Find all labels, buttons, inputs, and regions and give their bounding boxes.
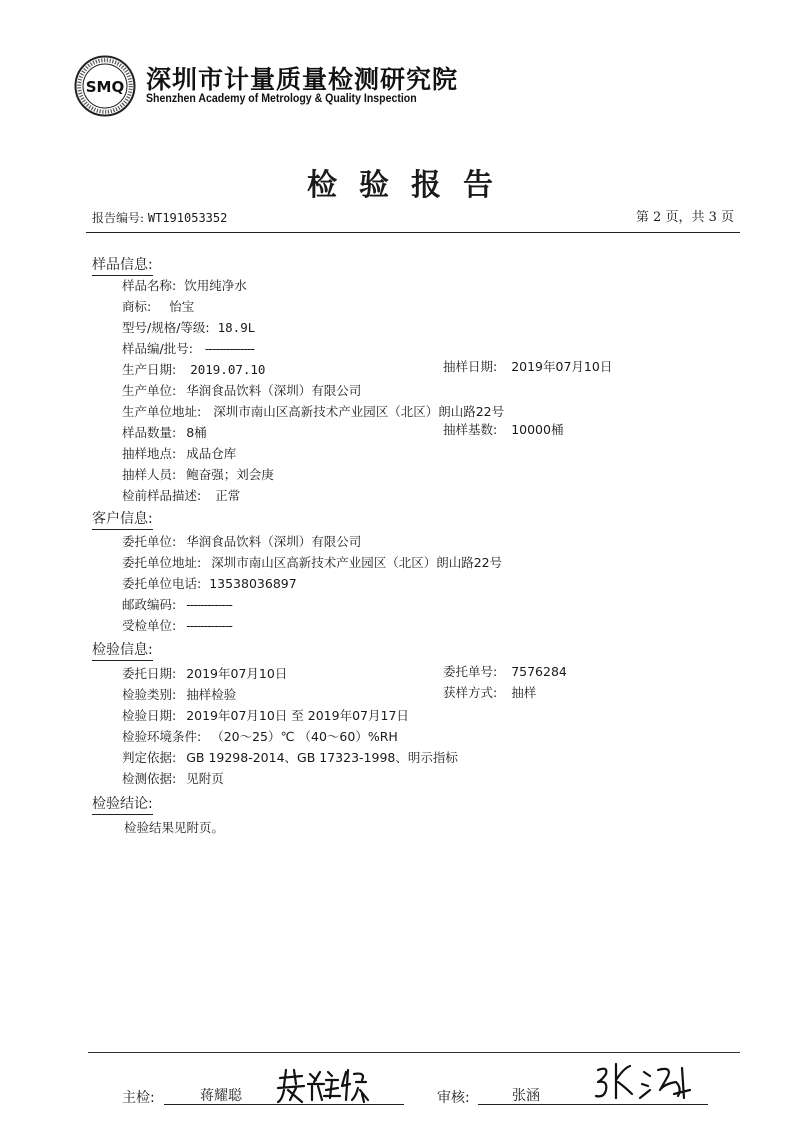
- value: 18.9L: [217, 320, 256, 335]
- label: 生产日期:: [122, 362, 177, 377]
- field-production-date: [122, 360, 265, 378]
- label: 获样方式:: [443, 685, 498, 700]
- label: 委托日期:: [122, 666, 177, 681]
- reviewer-label: 审核:: [437, 1090, 470, 1106]
- field-sampling-base: [443, 420, 563, 438]
- chief-inspector-label: 主检:: [122, 1090, 155, 1106]
- page-info: 第 2 页，共 3 页: [635, 210, 734, 225]
- field-environment: [122, 727, 398, 745]
- document-title: 检验报告: [307, 168, 515, 203]
- field-sampling-place: [122, 444, 236, 462]
- value: （20～25）℃ （40～60）%RH: [211, 729, 398, 744]
- org-name-cn: 深圳市计量质量检测研究院: [146, 65, 459, 94]
- label: 抽样人员:: [122, 467, 177, 482]
- value: 抽样检验: [186, 687, 237, 702]
- field-producer-address: [122, 402, 504, 420]
- field-inspection-type: [122, 685, 236, 703]
- value: 10000桶: [511, 422, 564, 437]
- value: -------------: [186, 597, 232, 612]
- label: 样品编/批号:: [122, 341, 193, 356]
- label: 商标:: [122, 299, 152, 314]
- chief-inspector-name: 蒋耀聪: [200, 1088, 242, 1104]
- label: 生产单位:: [122, 383, 177, 398]
- value: 抽样: [511, 685, 537, 700]
- label: 判定依据:: [122, 750, 177, 765]
- report-number-label: 报告编号:: [92, 211, 145, 225]
- field-producer: [122, 381, 361, 399]
- chief-handwritten-signature: [276, 1066, 370, 1106]
- value: 13538036897: [209, 576, 297, 591]
- value: 正常: [215, 488, 241, 503]
- field-client: [122, 532, 361, 550]
- field-sampling-date: [443, 357, 612, 375]
- report-number: [92, 209, 227, 226]
- label: 抽样地点:: [122, 446, 177, 461]
- field-model: [122, 318, 255, 336]
- field-postcode: [122, 595, 232, 613]
- conclusion-section-title: 检验结论:: [92, 793, 153, 815]
- field-client-address: [122, 553, 502, 571]
- field-inspected-unit: [122, 616, 232, 634]
- label: 抽样日期:: [443, 359, 498, 374]
- value: 鲍奋强；刘会庚: [186, 467, 274, 482]
- field-batch: [122, 339, 254, 357]
- label: 抽样基数:: [443, 422, 498, 437]
- value: 饮用纯净水: [184, 278, 247, 293]
- value: 华润食品饮料（深圳）有限公司: [186, 534, 362, 549]
- label: 检测依据:: [122, 771, 177, 786]
- header-divider: [86, 232, 740, 233]
- conclusion-text: 检验结果见附页。: [124, 820, 225, 835]
- label: 检验环境条件:: [122, 729, 202, 744]
- label: 型号/规格/等级:: [122, 320, 210, 335]
- value: 2019年07月10日: [511, 359, 613, 374]
- field-sampling-staff: [122, 465, 274, 483]
- reviewer-handwritten-signature: [594, 1060, 694, 1106]
- field-client-phone: [122, 574, 297, 592]
- value: -------------: [186, 618, 232, 633]
- field-test-basis: [122, 769, 224, 787]
- field-brand: [122, 297, 194, 315]
- label: 委托单位:: [122, 534, 177, 549]
- field-sample-name: [122, 276, 247, 294]
- label: 样品数量:: [122, 425, 177, 440]
- sample-section-title: 样品信息:: [92, 254, 153, 276]
- value: 华润食品饮料（深圳）有限公司: [186, 383, 362, 398]
- reviewer-name: 张涵: [512, 1088, 540, 1104]
- label: 委托单位电话:: [122, 576, 202, 591]
- smq-seal-logo: [74, 55, 136, 117]
- label: 检验类别:: [122, 687, 177, 702]
- field-quantity: [122, 423, 207, 441]
- inspection-section-title: 检验信息:: [92, 639, 153, 661]
- report-number-value: WT191053352: [147, 211, 228, 225]
- org-name-en: Shenzhen Academy of Metrology & Quality Inspection: [146, 91, 417, 105]
- svg-text:SMQ: SMQ: [85, 78, 125, 96]
- client-section-title: 客户信息:: [92, 508, 153, 530]
- label: 检前样品描述:: [122, 488, 202, 503]
- label: 委托单号:: [443, 664, 498, 679]
- value: 7576284: [511, 664, 567, 679]
- value: 8桶: [186, 425, 207, 440]
- value: 深圳市南山区高新技术产业园区（北区）朗山路22号: [211, 555, 503, 570]
- value: 成品仓库: [186, 446, 237, 461]
- field-entrust-date: [122, 664, 287, 682]
- value: 2019年07月10日 至 2019年07月17日: [186, 708, 409, 723]
- value: 深圳市南山区高新技术产业园区（北区）朗山路22号: [213, 404, 505, 419]
- field-entrust-number: [443, 662, 567, 680]
- footer-divider: [88, 1052, 740, 1053]
- value: 2019年07月10日: [186, 666, 288, 681]
- value: --------------: [204, 341, 255, 356]
- label: 委托单位地址:: [122, 555, 202, 570]
- field-sampling-method: [443, 683, 536, 701]
- label: 生产单位地址:: [122, 404, 202, 419]
- label: 邮政编码:: [122, 597, 177, 612]
- field-test-date: [122, 706, 409, 724]
- label: 检验日期:: [122, 708, 177, 723]
- label: 样品名称:: [122, 278, 177, 293]
- value: 2019.07.10: [190, 362, 266, 377]
- field-sample-description: [122, 486, 240, 504]
- value: 见附页: [186, 771, 224, 786]
- label: 受检单位:: [122, 618, 177, 633]
- value: 怡宝: [169, 299, 195, 314]
- value: GB 19298-2014、GB 17323-1998、明示指标: [186, 750, 458, 765]
- field-judgement-basis: [122, 748, 458, 766]
